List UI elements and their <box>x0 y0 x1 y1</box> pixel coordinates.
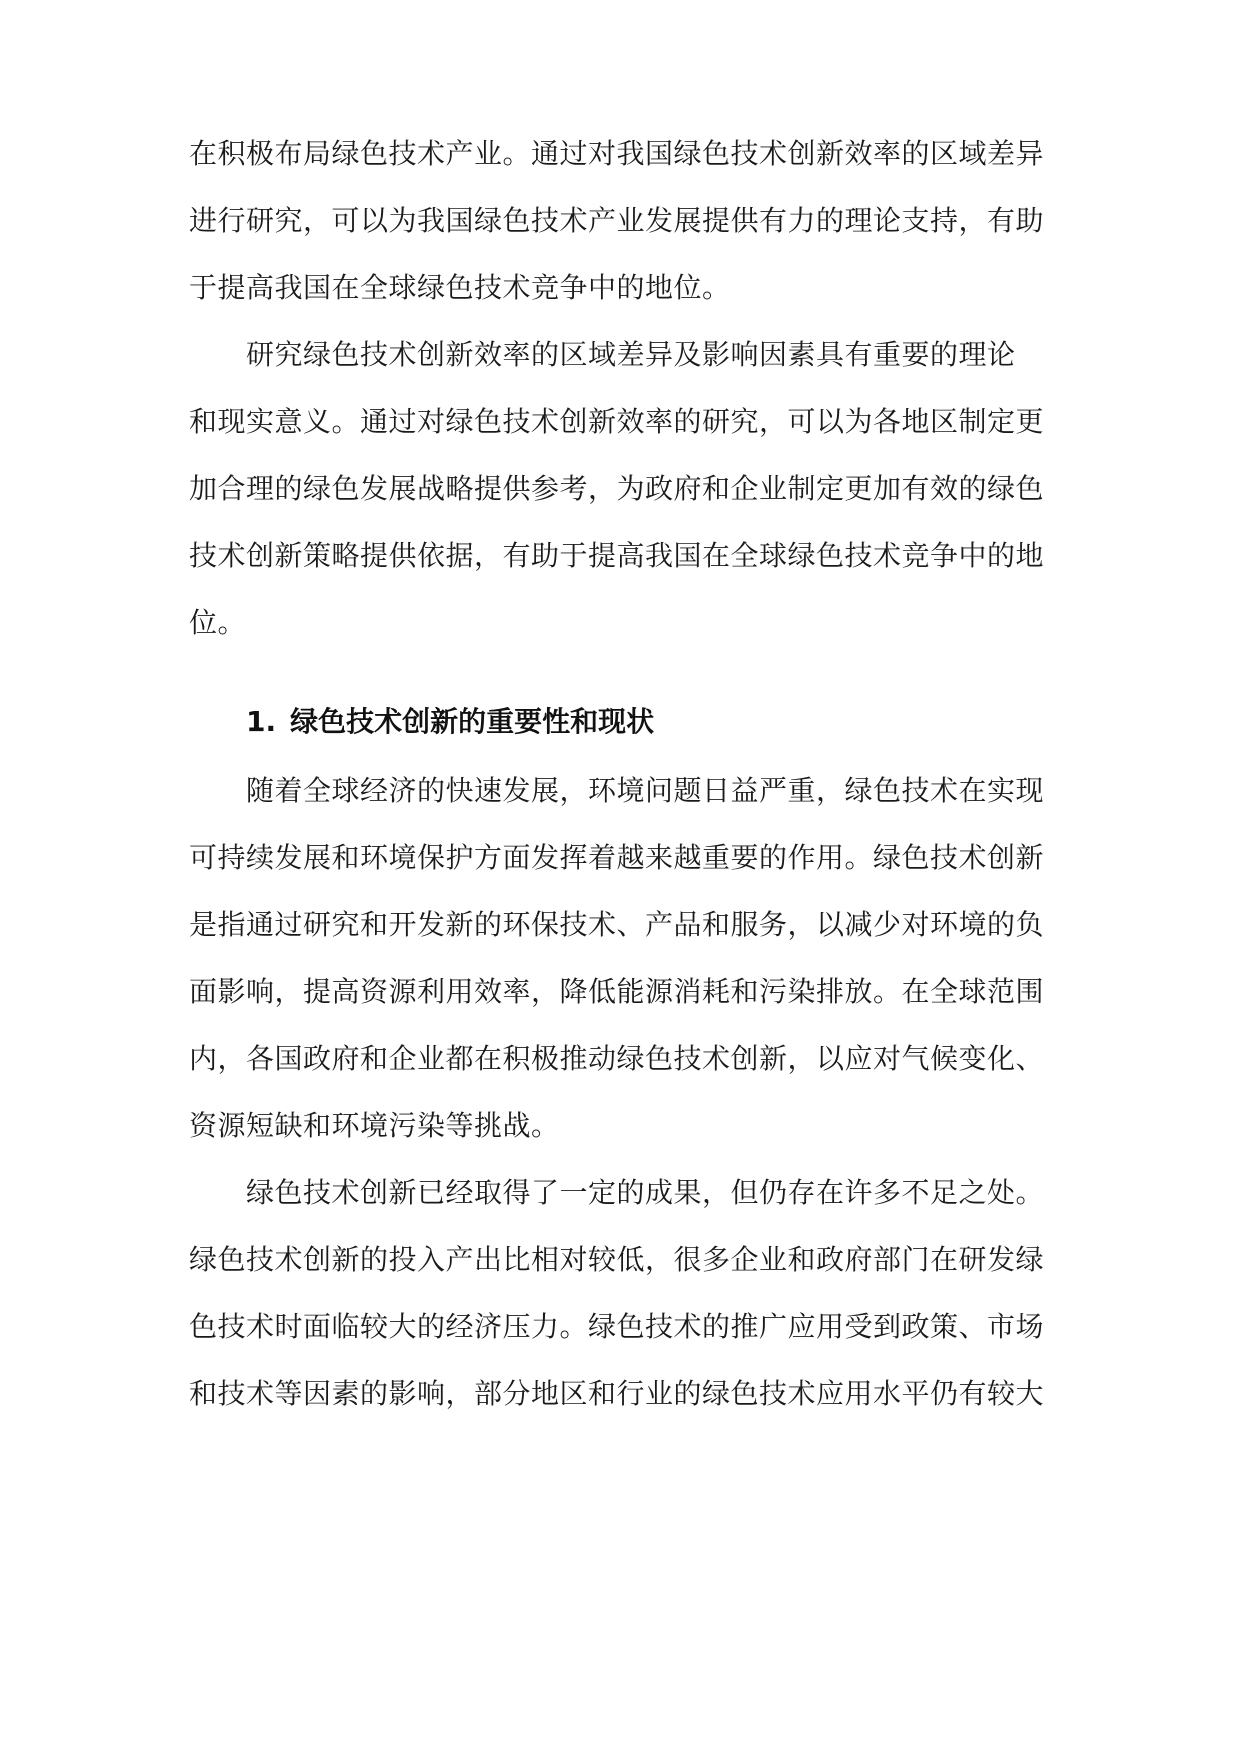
paragraph-line: 绿色技术创新已经取得了一定的成果，但仍存在许多不足之处。 <box>246 1176 1045 1209</box>
paragraph-line: 和现实意义。通过对绿色技术创新效率的研究，可以为各地区制定更 <box>189 405 1045 438</box>
paragraph-line: 位。 <box>189 606 247 639</box>
section-number: 1. <box>246 705 277 738</box>
paragraph-line: 随着全球经济的快速发展，环境问题日益严重，绿色技术在实现 <box>246 774 1045 807</box>
paragraph-line: 绿色技术创新的投入产出比相对较低，很多企业和政府部门在研发绿 <box>189 1243 1045 1276</box>
paragraph-line: 研究绿色技术创新效率的区域差异及影响因素具有重要的理论 <box>246 338 1016 371</box>
paragraph-line: 在积极布局绿色技术产业。通过对我国绿色技术创新效率的区域差异 <box>189 137 1045 170</box>
paragraph-line: 是指通过研究和开发新的环保技术、产品和服务，以减少对环境的负 <box>189 908 1045 941</box>
paragraph-line: 加合理的绿色发展战略提供参考，为政府和企业制定更加有效的绿色 <box>189 472 1045 505</box>
paragraph-line: 色技术时面临较大的经济压力。绿色技术的推广应用受到政策、市场 <box>189 1310 1045 1343</box>
paragraph-line: 资源短缺和环境污染等挑战。 <box>189 1109 560 1142</box>
paragraph-line: 内，各国政府和企业都在积极推动绿色技术创新，以应对气候变化、 <box>189 1042 1045 1075</box>
paragraph-line: 和技术等因素的影响，部分地区和行业的绿色技术应用水平仍有较大 <box>189 1377 1045 1410</box>
section-heading <box>246 702 654 742</box>
paragraph-line: 于提高我国在全球绿色技术竞争中的地位。 <box>189 271 731 304</box>
paragraph-line: 面影响，提高资源利用效率，降低能源消耗和污染排放。在全球范围 <box>189 975 1045 1008</box>
paragraph-line: 进行研究，可以为我国绿色技术产业发展提供有力的理论支持，有助 <box>189 204 1045 237</box>
section-title: 绿色技术创新的重要性和现状 <box>290 705 655 738</box>
paragraph-line: 技术创新策略提供依据，有助于提高我国在全球绿色技术竞争中的地 <box>189 539 1045 572</box>
paragraph-line: 可持续发展和环境保护方面发挥着越来越重要的作用。绿色技术创新 <box>189 841 1045 874</box>
